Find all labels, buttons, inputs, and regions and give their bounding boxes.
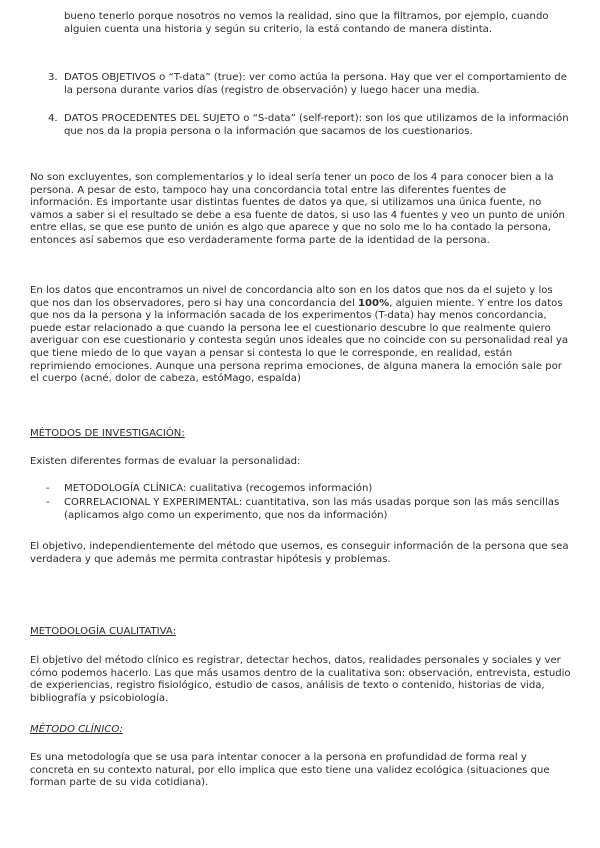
list-item-text: DATOS OBJETIVOS o “T-data” (true): ver como actúa la persona. Hay que ver el comportamiento de la persona durante varios días (registro de observación) y luego hacer una media. xyxy=(64,72,567,96)
bullet-dash: - xyxy=(46,497,50,508)
list-item-t-data xyxy=(48,72,572,97)
paragraph-metodo-clinico: El objetivo del método clínico es registrar, detectar hechos, datos, realidades personales y sociales y ver cómo podemos hacerlo. Las que más usamos dentro de la cualitativa son: observación, entrevista, estudio de experiencias, registro fisiológico, estudio de casos, análisis de texto o contenido, historias de vida, bibliografía y psicobiología. xyxy=(30,655,571,704)
paragraph-complementarios: No son excluyentes, son complementarios y lo ideal sería tener un poco de los 4 para conocer bien a la persona. A pesar de esto, tampoco hay una concordancia total entre las diferentes fuentes de información. Es importante usar distintas fuentes de datos ya que, si utilizamos una única fuente, no vamos a saber si el resultado se debe a esa fuente de datos, si uso las 4 fuentes y veo un punto de unión entre ellas, se que ese punto de unión es algo que aparece y que no solo me lo ha contado la persona, entonces así sabemos que eso verdaderamente forma parte de la identidad de la persona. xyxy=(30,172,565,246)
bullet-item-correlacional xyxy=(46,497,572,522)
heading-metodologia-cualitativa: METODOLOGÍA CUALITATIVA: xyxy=(30,626,177,637)
bullet-text: CORRELACIONAL Y EXPERIMENTAL: cuantitativa, son las más usadas porque son las más sencillas (aplicamos algo como un experimento, que nos da información) xyxy=(64,497,560,521)
percentage-bold: 100% xyxy=(358,297,390,309)
paragraph-concordancia: En los datos que encontramos un nivel de concordancia alto son en los datos que nos da el sujeto y los que nos dan los observadores, pero si hay una concordancia del 100%, alguien miente. Y entre los datos que nos da la persona y la información sacada de los experimentos (T-data) hay menos concordancia, puede estar relacionado a que cuando la persona lee el cuestionario descubre lo que realmente quiero averiguar con ese cuestionario y contesta según unos ideales que no coincide con su personalidad real ya que tiene miedo de lo que vayan a pensar si contesta lo que le corresponde, en realidad, están reprimiendo emociones. Aunque una persona reprima emociones, de alguna manera la emoción sale por el cuerpo (acné, dolor de cabeza, estóMago, espalda) xyxy=(30,285,569,385)
subheading-metodo-clinico: MÉTODO CLÍNICO: xyxy=(30,724,123,735)
heading-metodos-investigacion: MÉTODOS DE INVESTIGACIÓN: xyxy=(30,428,185,439)
list-number: 4. xyxy=(48,113,58,124)
bullet-dash: - xyxy=(46,483,50,494)
paragraph-objetivo: El objetivo, independientemente del método que usemos, es conseguir información de la persona que sea verdadera y que además me permita contrastar hipótesis y problemas. xyxy=(30,541,569,565)
list-number: 3. xyxy=(48,72,58,83)
bullet-text: METODOLOGÍA CLÍNICA: cualitativa (recogemos información) xyxy=(64,483,373,494)
paragraph-formas: Existen diferentes formas de evaluar la personalidad: xyxy=(30,456,301,467)
paragraph-metodologia: Es una metodología que se usa para intentar conocer a la persona en profundidad de forma real y concreta en su contexto natural, por ello implica que esto tiene una validez ecológica (situaciones que forman parte de su vida cotidiana). xyxy=(30,752,550,789)
list-item-s-data xyxy=(48,113,572,138)
bullet-item-clinica xyxy=(46,483,572,496)
intro-continuation: bueno tenerlo porque nosotros no vemos la realidad, sino que la filtramos, por ejemplo, cuando alguien cuenta una historia y según su criterio, la está contando de manera distinta. xyxy=(64,11,549,35)
list-item-text: DATOS PROCEDENTES DEL SUJETO o “S-data” (self-report): son los que utilizamos de la información que nos da la propia persona o la información que sacamos de los cuestionarios. xyxy=(64,113,569,137)
